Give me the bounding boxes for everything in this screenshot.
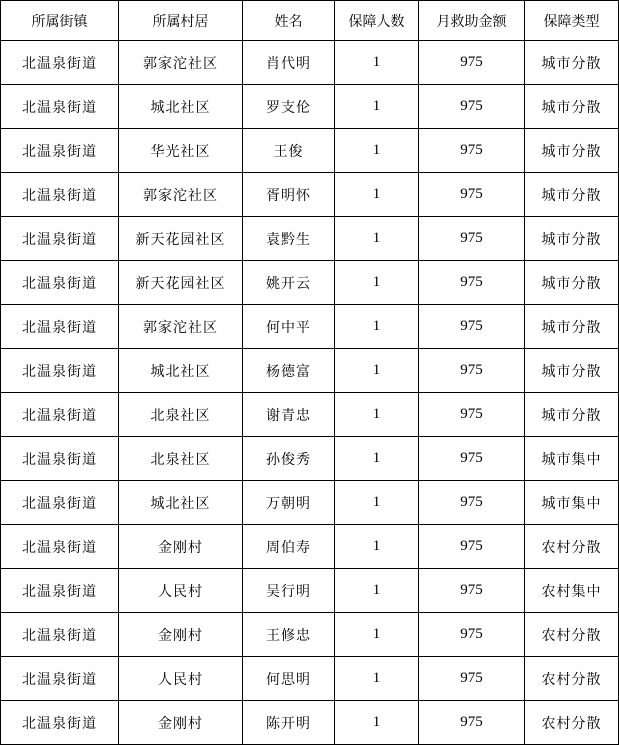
cell-persons: 1 [335,701,419,745]
cell-name: 王俊 [243,129,335,173]
cell-name: 罗支伦 [243,85,335,129]
table-row [1,41,619,85]
cell-persons: 1 [335,657,419,701]
cell-street: 北温泉街道 [1,85,119,129]
cell-street: 北温泉街道 [1,393,119,437]
cell-street: 北温泉街道 [1,481,119,525]
cell-persons: 1 [335,217,419,261]
cell-street: 北温泉街道 [1,613,119,657]
table-row [1,657,619,701]
cell-community: 城北社区 [119,85,243,129]
cell-street: 北温泉街道 [1,217,119,261]
cell-street: 北温泉街道 [1,437,119,481]
cell-persons: 1 [335,85,419,129]
cell-name: 胥明怀 [243,173,335,217]
header-support-type: 保障类型 [525,1,619,41]
cell-monthly-amount: 975 [419,701,525,745]
cell-community: 北泉社区 [119,393,243,437]
cell-community: 城北社区 [119,481,243,525]
table-row [1,525,619,569]
table-row [1,349,619,393]
table-row [1,217,619,261]
cell-support-type: 农村分散 [525,657,619,701]
cell-monthly-amount: 975 [419,129,525,173]
cell-monthly-amount: 975 [419,85,525,129]
cell-persons: 1 [335,129,419,173]
cell-name: 陈开明 [243,701,335,745]
cell-support-type: 城市分散 [525,261,619,305]
cell-street: 北温泉街道 [1,305,119,349]
cell-support-type: 城市分散 [525,393,619,437]
cell-monthly-amount: 975 [419,437,525,481]
cell-name: 周伯寿 [243,525,335,569]
cell-community: 郭家沱社区 [119,305,243,349]
cell-support-type: 城市分散 [525,173,619,217]
cell-monthly-amount: 975 [419,613,525,657]
table-body [1,41,619,745]
cell-name: 杨德富 [243,349,335,393]
cell-persons: 1 [335,569,419,613]
cell-persons: 1 [335,613,419,657]
cell-community: 城北社区 [119,349,243,393]
cell-support-type: 农村分散 [525,525,619,569]
cell-community: 郭家沱社区 [119,173,243,217]
cell-monthly-amount: 975 [419,173,525,217]
cell-persons: 1 [335,305,419,349]
cell-support-type: 城市集中 [525,437,619,481]
cell-street: 北温泉街道 [1,525,119,569]
cell-name: 何思明 [243,657,335,701]
cell-name: 孙俊秀 [243,437,335,481]
cell-name: 吴行明 [243,569,335,613]
cell-name: 谢青忠 [243,393,335,437]
cell-monthly-amount: 975 [419,525,525,569]
table-row [1,481,619,525]
cell-support-type: 城市分散 [525,349,619,393]
cell-support-type: 城市分散 [525,217,619,261]
table-row [1,305,619,349]
cell-persons: 1 [335,525,419,569]
cell-monthly-amount: 975 [419,569,525,613]
cell-street: 北温泉街道 [1,173,119,217]
header-row [1,1,619,41]
cell-monthly-amount: 975 [419,481,525,525]
table-row [1,261,619,305]
cell-support-type: 农村集中 [525,569,619,613]
table-row [1,85,619,129]
cell-community: 金刚村 [119,701,243,745]
table-row [1,173,619,217]
cell-community: 金刚村 [119,613,243,657]
cell-support-type: 城市分散 [525,129,619,173]
header-persons: 保障人数 [335,1,419,41]
table-row [1,393,619,437]
cell-monthly-amount: 975 [419,217,525,261]
table-row [1,569,619,613]
cell-monthly-amount: 975 [419,305,525,349]
cell-persons: 1 [335,173,419,217]
cell-name: 肖代明 [243,41,335,85]
cell-community: 新天花园社区 [119,217,243,261]
table-header [1,1,619,41]
cell-persons: 1 [335,41,419,85]
cell-support-type: 农村分散 [525,701,619,745]
cell-monthly-amount: 975 [419,657,525,701]
cell-community: 金刚村 [119,525,243,569]
header-monthly-amount: 月救助金额 [419,1,525,41]
cell-street: 北温泉街道 [1,41,119,85]
table-row [1,613,619,657]
cell-street: 北温泉街道 [1,129,119,173]
cell-monthly-amount: 975 [419,349,525,393]
cell-community: 华光社区 [119,129,243,173]
cell-community: 北泉社区 [119,437,243,481]
cell-persons: 1 [335,261,419,305]
cell-community: 郭家沱社区 [119,41,243,85]
cell-monthly-amount: 975 [419,393,525,437]
header-community: 所属村居 [119,1,243,41]
cell-street: 北温泉街道 [1,569,119,613]
cell-name: 王修忠 [243,613,335,657]
cell-name: 袁黔生 [243,217,335,261]
cell-name: 何中平 [243,305,335,349]
cell-persons: 1 [335,481,419,525]
cell-community: 人民村 [119,657,243,701]
cell-street: 北温泉街道 [1,261,119,305]
cell-name: 姚开云 [243,261,335,305]
cell-persons: 1 [335,437,419,481]
cell-street: 北温泉街道 [1,701,119,745]
cell-street: 北温泉街道 [1,349,119,393]
cell-support-type: 城市分散 [525,85,619,129]
cell-monthly-amount: 975 [419,261,525,305]
cell-community: 新天花园社区 [119,261,243,305]
cell-street: 北温泉街道 [1,657,119,701]
cell-persons: 1 [335,349,419,393]
cell-monthly-amount: 975 [419,41,525,85]
table-row [1,701,619,745]
cell-support-type: 城市分散 [525,305,619,349]
cell-community: 人民村 [119,569,243,613]
cell-support-type: 城市集中 [525,481,619,525]
cell-support-type: 农村分散 [525,613,619,657]
table-row [1,129,619,173]
header-street: 所属街镇 [1,1,119,41]
cell-support-type: 城市分散 [525,41,619,85]
cell-persons: 1 [335,393,419,437]
table-row [1,437,619,481]
cell-name: 万朝明 [243,481,335,525]
header-name: 姓名 [243,1,335,41]
